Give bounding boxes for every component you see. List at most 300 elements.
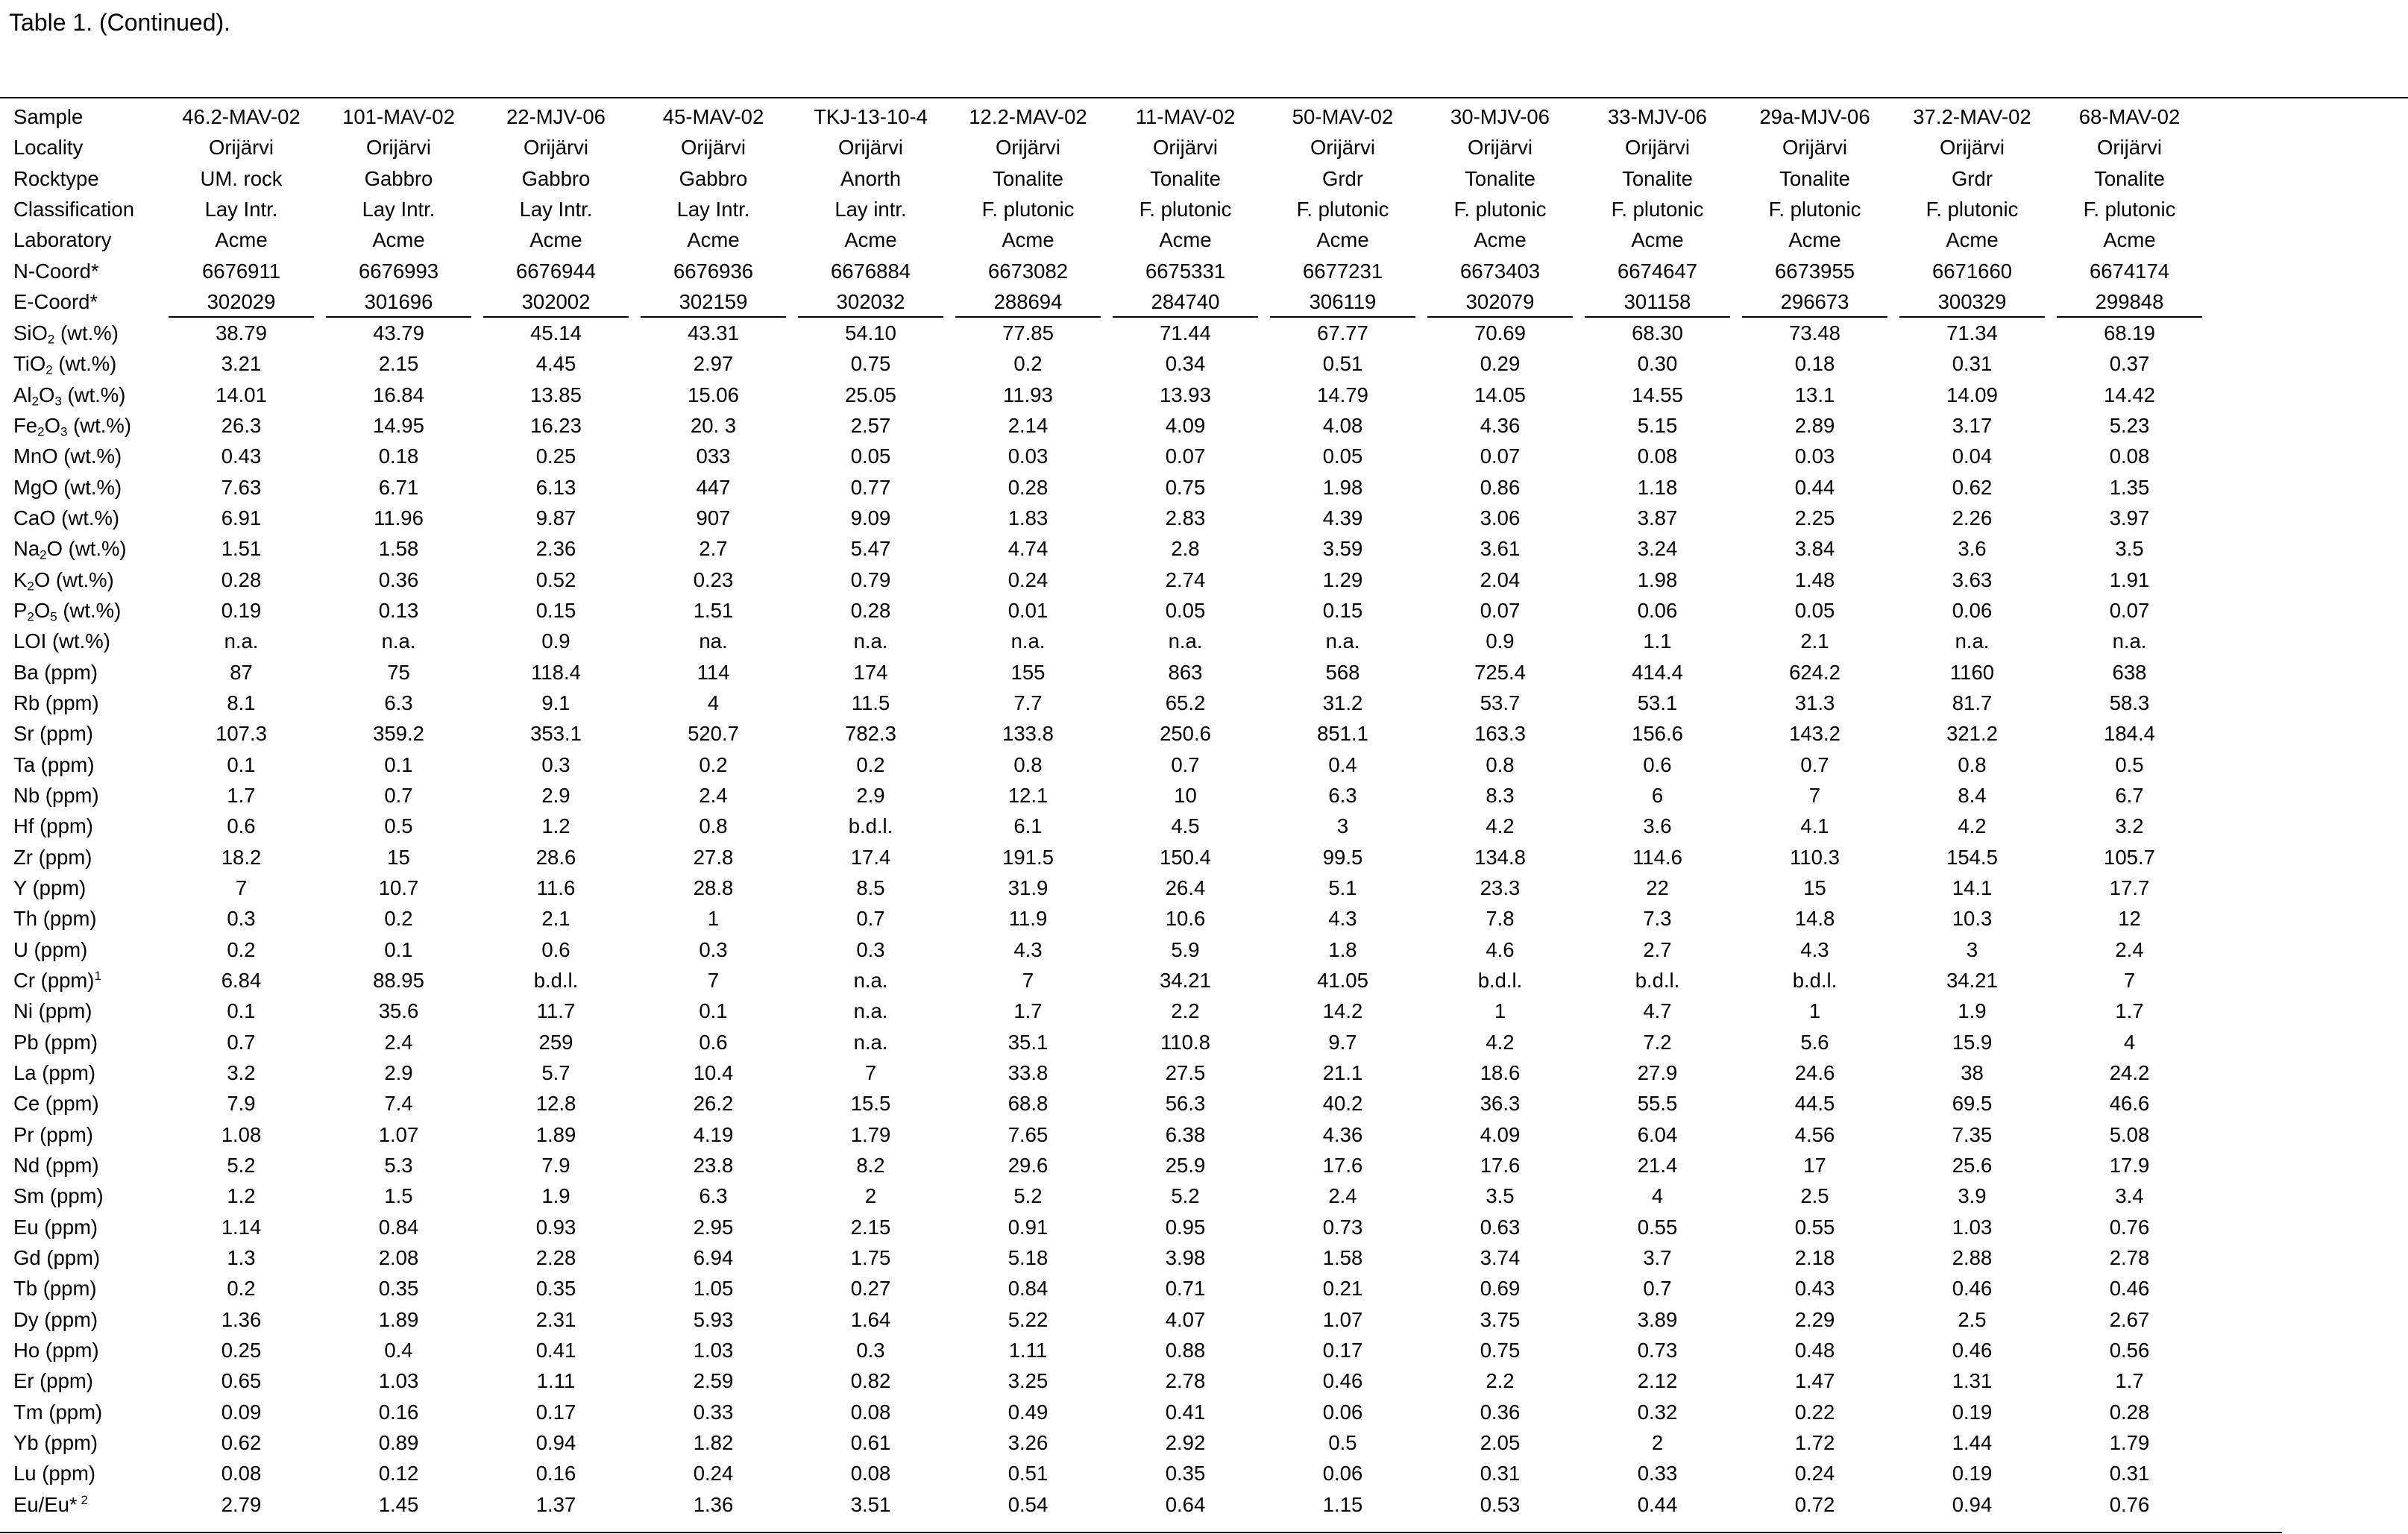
table-cell: 3.6 xyxy=(1643,814,1672,838)
table-cell: n.a. xyxy=(853,629,888,653)
table-cell: 0.12 xyxy=(378,1462,419,1486)
header-cell: 6676884 xyxy=(830,259,911,283)
row-label: Th (ppm) xyxy=(13,907,97,931)
table-cell: 2.36 xyxy=(535,537,576,561)
table-cell: 0.7 xyxy=(384,784,413,808)
table-cell: 11.6 xyxy=(536,876,576,900)
table-cell: na. xyxy=(699,629,728,653)
table-cell: 2.4 xyxy=(2115,937,2144,961)
header-cell: 296673 xyxy=(1736,286,1893,318)
table-cell: 99.5 xyxy=(1322,845,1363,869)
table-cell: 14.95 xyxy=(373,414,424,438)
table-cell: 44.5 xyxy=(1794,1092,1835,1116)
table-cell: 15 xyxy=(387,845,410,869)
header-cell: 284740 xyxy=(1107,286,1264,318)
table-cell: 21.4 xyxy=(1637,1153,1678,1177)
table-cell: 0.1 xyxy=(384,752,413,776)
header-cell: F. plutonic xyxy=(1296,198,1389,221)
table-row xyxy=(0,1027,2208,1057)
table-cell: 70.69 xyxy=(1474,321,1526,345)
table-cell: 2.28 xyxy=(535,1245,576,1269)
header-cell: F. plutonic xyxy=(1453,198,1547,221)
table-cell: 0.18 xyxy=(378,444,419,468)
table-cell: 2.1 xyxy=(541,907,570,931)
row-label: E-Coord* xyxy=(13,290,98,314)
table-cell: 1.2 xyxy=(541,814,570,838)
header-cell: 300329 xyxy=(1893,286,2051,318)
row-label: Gd (ppm) xyxy=(13,1245,101,1269)
table-cell: 81.7 xyxy=(1952,691,1993,715)
table-cell: 27.9 xyxy=(1637,1061,1678,1084)
table-cell: 0.34 xyxy=(1165,352,1206,376)
table-cell: 191.5 xyxy=(1002,845,1054,869)
table-row xyxy=(0,503,2208,533)
table-cell: 0.52 xyxy=(535,568,576,591)
table-cell: 24.6 xyxy=(1794,1061,1835,1084)
table-cell: 114 xyxy=(697,660,730,684)
table-cell: 118.4 xyxy=(531,660,581,684)
table-cell: 0.41 xyxy=(535,1338,576,1362)
table-cell: 7 xyxy=(707,969,720,993)
header-cell: 6676993 xyxy=(358,259,439,283)
row-label: Ba (ppm) xyxy=(13,660,98,684)
table-cell: 3.87 xyxy=(1637,506,1678,530)
header-cell: 6673403 xyxy=(1459,259,1541,283)
table-cell: 114.6 xyxy=(1632,845,1682,869)
table-cell: 0.43 xyxy=(221,444,262,468)
table-cell: 1.98 xyxy=(1322,475,1363,499)
table-cell: 0.72 xyxy=(1794,1492,1835,1516)
table-cell: 2.08 xyxy=(378,1245,419,1269)
table-cell: 1.03 xyxy=(693,1338,734,1362)
table-cell: 5.2 xyxy=(1013,1184,1043,1208)
table-cell: n.a. xyxy=(1010,629,1046,653)
header-cell: 301696 xyxy=(320,286,477,318)
table-cell: 43.79 xyxy=(373,321,424,345)
table-cell: n.a. xyxy=(2112,629,2147,653)
table-cell: 0.2 xyxy=(699,752,728,776)
table-cell: 0.07 xyxy=(1480,444,1521,468)
table-cell: 0.76 xyxy=(2109,1492,2150,1516)
header-cell: Orijärvi xyxy=(837,136,904,160)
table-row xyxy=(0,1088,2208,1119)
table-cell: 24.2 xyxy=(2109,1061,2150,1084)
header-cell: 12.2-MAV-02 xyxy=(969,105,1087,129)
table-cell: 1.47 xyxy=(1794,1369,1835,1393)
row-label: La (ppm) xyxy=(13,1061,96,1084)
table-cell: 0.53 xyxy=(1480,1492,1521,1516)
table-cell: 14.01 xyxy=(216,383,267,406)
table-cell: 0.03 xyxy=(1007,444,1049,468)
header-cell: 6676936 xyxy=(673,259,754,283)
table-cell: 6.3 xyxy=(1328,784,1357,808)
table-cell: 0.75 xyxy=(850,352,891,376)
table-cell: 1.72 xyxy=(1794,1430,1835,1454)
table-cell: 3.89 xyxy=(1637,1307,1678,1331)
table-cell: 0.41 xyxy=(1165,1400,1206,1424)
header-cell: Acme xyxy=(1631,228,1684,252)
table-cell: 3.17 xyxy=(1952,414,1993,438)
table-cell: 6.71 xyxy=(378,475,419,499)
table-cell: 1.1 xyxy=(1643,629,1672,653)
header-cell: F. plutonic xyxy=(2083,198,2176,221)
table-cell: 8.1 xyxy=(227,691,256,715)
table-cell: 638 xyxy=(2112,660,2147,684)
header-cell: Orijärvi xyxy=(1467,136,1533,160)
table-cell: 4.36 xyxy=(1322,1122,1363,1146)
table-cell: 71.34 xyxy=(1946,321,1998,345)
row-label: N-Coord* xyxy=(13,259,99,283)
table-cell: 033 xyxy=(696,444,731,468)
table-cell: 55.5 xyxy=(1637,1092,1678,1116)
table-cell: 13.93 xyxy=(1160,383,1211,406)
table-cell: 0.03 xyxy=(1794,444,1835,468)
table-cell: 7.9 xyxy=(541,1153,570,1177)
table-row xyxy=(0,749,2208,780)
row-label: Nd (ppm) xyxy=(13,1153,99,1177)
table-cell: n.a. xyxy=(381,629,416,653)
table-cell: 0.88 xyxy=(1165,1338,1206,1362)
table-cell: 68.8 xyxy=(1007,1092,1049,1116)
table-cell: 1.11 xyxy=(536,1369,576,1393)
table-cell: 1.75 xyxy=(850,1245,891,1269)
table-cell: 0.06 xyxy=(1952,599,1993,623)
table-cell: 2.57 xyxy=(850,414,891,438)
table-cell: 0.3 xyxy=(227,907,256,931)
table-cell: 3.84 xyxy=(1794,537,1835,561)
header-cell: 37.2-MAV-02 xyxy=(1913,105,2031,129)
table-cell: 0.6 xyxy=(541,937,570,961)
table-cell: 0.44 xyxy=(1637,1492,1678,1516)
table-cell: 6.91 xyxy=(221,506,262,530)
table-cell: 7 xyxy=(235,876,248,900)
table-cell: 0.05 xyxy=(1322,444,1363,468)
table-cell: 6.3 xyxy=(699,1184,728,1208)
table-cell: 10.7 xyxy=(378,876,419,900)
table-cell: 38.79 xyxy=(216,321,267,345)
row-label: Eu (ppm) xyxy=(13,1215,98,1239)
table-cell: 1.79 xyxy=(2109,1430,2150,1454)
table-cell: 29.6 xyxy=(1007,1153,1049,1177)
table-cell: 2.18 xyxy=(1794,1245,1835,1269)
table-row xyxy=(0,626,2208,656)
table-cell: 0.28 xyxy=(1007,475,1049,499)
table-cell: 1.8 xyxy=(1328,937,1357,961)
header-row-e-coord xyxy=(0,286,2208,318)
table-cell: 155 xyxy=(1010,660,1046,684)
table-cell: 0.07 xyxy=(1480,599,1521,623)
table-cell: 3.7 xyxy=(1643,1245,1672,1269)
table-cell: 6.38 xyxy=(1165,1122,1206,1146)
table-cell: 2.89 xyxy=(1794,414,1835,438)
table-cell: 4 xyxy=(707,691,720,715)
table-cell: 1.05 xyxy=(693,1277,734,1301)
header-cell: Orijärvi xyxy=(1310,136,1376,160)
table-cell: 65.2 xyxy=(1165,691,1206,715)
table-cell: 4.6 xyxy=(1486,937,1515,961)
table-cell: 4.56 xyxy=(1794,1122,1835,1146)
table-cell: 0.15 xyxy=(535,599,576,623)
table-cell: 0.91 xyxy=(1007,1215,1049,1239)
table-cell: 568 xyxy=(1325,660,1360,684)
table-cell: 1.58 xyxy=(378,537,419,561)
table-cell: 0.62 xyxy=(1952,475,1993,499)
table-cell: 0.33 xyxy=(1637,1462,1678,1486)
table-cell: 0.24 xyxy=(1007,568,1049,591)
table-cell: 5.15 xyxy=(1637,414,1678,438)
table-cell: 154.5 xyxy=(1946,845,1998,869)
header-row-locality xyxy=(0,132,2208,163)
row-label: CaO (wt.%) xyxy=(13,506,120,530)
table-cell: 0.17 xyxy=(535,1400,576,1424)
table-cell: 3.97 xyxy=(2109,506,2150,530)
table-cell: 6 xyxy=(1651,784,1664,808)
table-cell: 1.91 xyxy=(2109,568,2150,591)
table-cell: 4.08 xyxy=(1322,414,1363,438)
table-cell: 0.06 xyxy=(1322,1400,1363,1424)
table-cell: 17.6 xyxy=(1322,1153,1363,1177)
table-cell: 6.84 xyxy=(221,969,262,993)
table-row xyxy=(0,1057,2208,1088)
table-cell: 4 xyxy=(2123,1030,2136,1054)
table-cell: 0.32 xyxy=(1637,1400,1678,1424)
header-cell: Orijärvi xyxy=(523,136,589,160)
table-cell: 8.4 xyxy=(1958,784,1987,808)
table-cell: n.a. xyxy=(853,999,888,1023)
table-cell: 3.21 xyxy=(221,352,262,376)
table-cell: 2.79 xyxy=(221,1492,262,1516)
header-cell: Acme xyxy=(1788,228,1841,252)
table-cell: 1.83 xyxy=(1007,506,1049,530)
header-row-sample xyxy=(0,101,2208,132)
table-cell: 14.2 xyxy=(1322,999,1363,1023)
table-cell: 8.5 xyxy=(856,876,885,900)
table-cell: 2.05 xyxy=(1480,1430,1521,1454)
table-cell: 35.1 xyxy=(1007,1030,1049,1054)
header-cell: 22-MJV-06 xyxy=(506,105,606,129)
table-cell: 67.77 xyxy=(1317,321,1368,345)
row-label: Rocktype xyxy=(13,166,99,190)
table-cell: 0.08 xyxy=(850,1400,891,1424)
table-cell: 0.86 xyxy=(1480,475,1521,499)
table-row xyxy=(0,934,2208,965)
table-cell: 1.48 xyxy=(1794,568,1835,591)
table-cell: 3.51 xyxy=(850,1492,891,1516)
row-label: Hf (ppm) xyxy=(13,814,93,838)
table-cell: 0.44 xyxy=(1794,475,1835,499)
table-cell: 0.7 xyxy=(227,1030,256,1054)
table-cell: 8.2 xyxy=(856,1153,885,1177)
table-cell: 1.37 xyxy=(535,1492,576,1516)
table-cell: 2.7 xyxy=(699,537,728,561)
table-cell: 1.7 xyxy=(2115,1369,2144,1393)
table-cell: 0.29 xyxy=(1480,352,1521,376)
table-cell: 4.5 xyxy=(1171,814,1200,838)
table-cell: 2.8 xyxy=(1171,537,1200,561)
table-cell: 0.84 xyxy=(1007,1277,1049,1301)
table-cell: 16.84 xyxy=(373,383,424,406)
table-cell: 12.1 xyxy=(1007,784,1049,808)
table-cell: 14.8 xyxy=(1794,907,1835,931)
table-cell: 25.6 xyxy=(1952,1153,1993,1177)
table-cell: 7.3 xyxy=(1643,907,1672,931)
header-cell: Acme xyxy=(529,228,582,252)
table-cell: b.d.l. xyxy=(533,969,579,993)
table-cell: 53.1 xyxy=(1637,691,1678,715)
table-cell: 16.23 xyxy=(530,414,582,438)
table-cell: 2.74 xyxy=(1165,568,1206,591)
table-cell: 0.31 xyxy=(2109,1462,2150,1486)
table-cell: 7 xyxy=(1808,784,1821,808)
table-cell: 6.94 xyxy=(693,1245,734,1269)
table-cell: 3 xyxy=(1966,937,1978,961)
table-cell: 33.8 xyxy=(1007,1061,1049,1084)
table-cell: 359.2 xyxy=(373,722,424,746)
table-cell: 28.8 xyxy=(693,876,734,900)
table-cell: 5.93 xyxy=(693,1307,734,1331)
table-cell: 6.1 xyxy=(1013,814,1043,838)
table-cell: 15 xyxy=(1803,876,1826,900)
row-label: Lu (ppm) xyxy=(13,1462,96,1486)
table-cell: 3 xyxy=(1336,814,1349,838)
header-cell: TKJ-13-10-4 xyxy=(814,105,928,129)
table-cell: 88.95 xyxy=(373,969,424,993)
table-cell: n.a. xyxy=(224,629,259,653)
table-cell: 1.15 xyxy=(1322,1492,1363,1516)
header-cell: 306119 xyxy=(1264,286,1421,318)
table-cell: 134.8 xyxy=(1474,845,1526,869)
table-cell: 1 xyxy=(1808,999,1821,1023)
table-body xyxy=(0,101,2208,1520)
table-cell: 3.74 xyxy=(1480,1245,1521,1269)
row-label: $Al_2O_3$ (wt.%) xyxy=(13,383,126,409)
table-cell: 1.89 xyxy=(535,1122,576,1146)
table-cell: 0.94 xyxy=(1952,1492,1993,1516)
table-row xyxy=(0,441,2208,471)
header-cell: Orijärvi xyxy=(208,136,274,160)
header-cell: Acme xyxy=(2103,228,2156,252)
table-cell: 0.04 xyxy=(1952,444,1993,468)
table-cell: 5.1 xyxy=(1328,876,1357,900)
header-cell: 301158 xyxy=(1579,286,1736,318)
table-cell: 0.3 xyxy=(699,937,728,961)
table-cell: 7.63 xyxy=(221,475,262,499)
table-cell: 0.06 xyxy=(1322,1462,1363,1486)
table-cell: 14.55 xyxy=(1632,383,1683,406)
table-cell: 0.7 xyxy=(1171,752,1200,776)
table-cell: 0.27 xyxy=(850,1277,891,1301)
header-cell: Acme xyxy=(1159,228,1212,252)
table-cell: 7.65 xyxy=(1007,1122,1049,1146)
table-cell: 0.36 xyxy=(378,568,419,591)
table-cell: 23.8 xyxy=(693,1153,734,1177)
table-cell: 0.01 xyxy=(1007,599,1049,623)
table-cell: 0.25 xyxy=(535,444,576,468)
table-cell: 4 xyxy=(1651,1184,1664,1208)
header-cell: Tonalite xyxy=(2094,166,2165,190)
table-cell: 5.2 xyxy=(1171,1184,1200,1208)
table-cell: 26.4 xyxy=(1165,876,1206,900)
table-cell: 1.45 xyxy=(378,1492,419,1516)
table-cell: 0.79 xyxy=(850,568,891,591)
table-cell: 38 xyxy=(1961,1061,1984,1084)
table-cell: 0.73 xyxy=(1637,1338,1678,1362)
table-cell: 4.36 xyxy=(1480,414,1521,438)
table-cell: 1.36 xyxy=(693,1492,734,1516)
table-cell: 31.3 xyxy=(1794,691,1835,715)
table-cell: 3.24 xyxy=(1637,537,1678,561)
table-cell: 14.79 xyxy=(1317,383,1368,406)
table-cell: 5.08 xyxy=(2109,1122,2150,1146)
table-cell: 0.46 xyxy=(1952,1277,1993,1301)
table-cell: 34.21 xyxy=(1160,969,1211,993)
header-cell: Tonalite xyxy=(1465,166,1535,190)
table-cell: 4.45 xyxy=(535,352,576,376)
table-cell: 0.05 xyxy=(1794,599,1835,623)
table-cell: 1.64 xyxy=(850,1307,891,1331)
table-caption: Table 1. (Continued). xyxy=(9,9,231,36)
table-cell: 9.1 xyxy=(541,691,570,715)
header-cell: UM. rock xyxy=(200,166,283,190)
table-cell: 4.2 xyxy=(1958,814,1987,838)
table-cell: 0.49 xyxy=(1007,1400,1049,1424)
table-top-rule xyxy=(0,97,2408,98)
table-cell: 851.1 xyxy=(1317,722,1368,746)
header-cell: F. plutonic xyxy=(1768,198,1861,221)
row-label: TiO$_2$ (wt.%) xyxy=(13,352,117,377)
header-row-rocktype xyxy=(0,163,2208,194)
table-cell: n.a. xyxy=(1325,629,1360,653)
table-cell: 53.7 xyxy=(1480,691,1521,715)
table-cell: 2.31 xyxy=(535,1307,576,1331)
table-cell: 1.58 xyxy=(1322,1245,1363,1269)
header-cell: 6674647 xyxy=(1617,259,1698,283)
header-cell: Orijärvi xyxy=(1782,136,1848,160)
table-cell: 0.17 xyxy=(1322,1338,1363,1362)
table-cell: 12 xyxy=(2118,907,2141,931)
table-row xyxy=(0,410,2208,441)
table-cell: 0.1 xyxy=(227,999,256,1023)
table-cell: 0.5 xyxy=(2115,752,2144,776)
table-cell: 11.96 xyxy=(374,506,424,530)
table-cell: 0.28 xyxy=(850,599,891,623)
table-cell: 73.48 xyxy=(1789,321,1840,345)
header-row-classification xyxy=(0,194,2208,224)
table-cell: 0.51 xyxy=(1007,1462,1049,1486)
table-cell: 21.1 xyxy=(1322,1061,1363,1084)
table-cell: 23.3 xyxy=(1480,876,1521,900)
table-cell: 45.14 xyxy=(530,321,582,345)
table-cell: 1.14 xyxy=(221,1215,262,1239)
table-cell: 4.2 xyxy=(1486,814,1515,838)
table-cell: 110.3 xyxy=(1790,845,1840,869)
table-cell: 0.8 xyxy=(1013,752,1043,776)
table-cell: 150.4 xyxy=(1160,845,1211,869)
row-label: Pr (ppm) xyxy=(13,1122,93,1146)
table-cell: 0.62 xyxy=(221,1430,262,1454)
header-cell: 302002 xyxy=(477,286,635,318)
header-cell: Orijärvi xyxy=(1152,136,1219,160)
table-cell: 782.3 xyxy=(845,722,896,746)
table-cell: 1.18 xyxy=(1637,475,1678,499)
table-cell: 0.6 xyxy=(699,1030,728,1054)
header-cell: Tonalite xyxy=(993,166,1063,190)
header-cell: Acme xyxy=(687,228,740,252)
table-cell: b.d.l. xyxy=(1792,969,1838,993)
table-cell: b.d.l. xyxy=(848,814,893,838)
table-cell: 15.9 xyxy=(1952,1030,1993,1054)
table-cell: 2.95 xyxy=(693,1215,734,1239)
